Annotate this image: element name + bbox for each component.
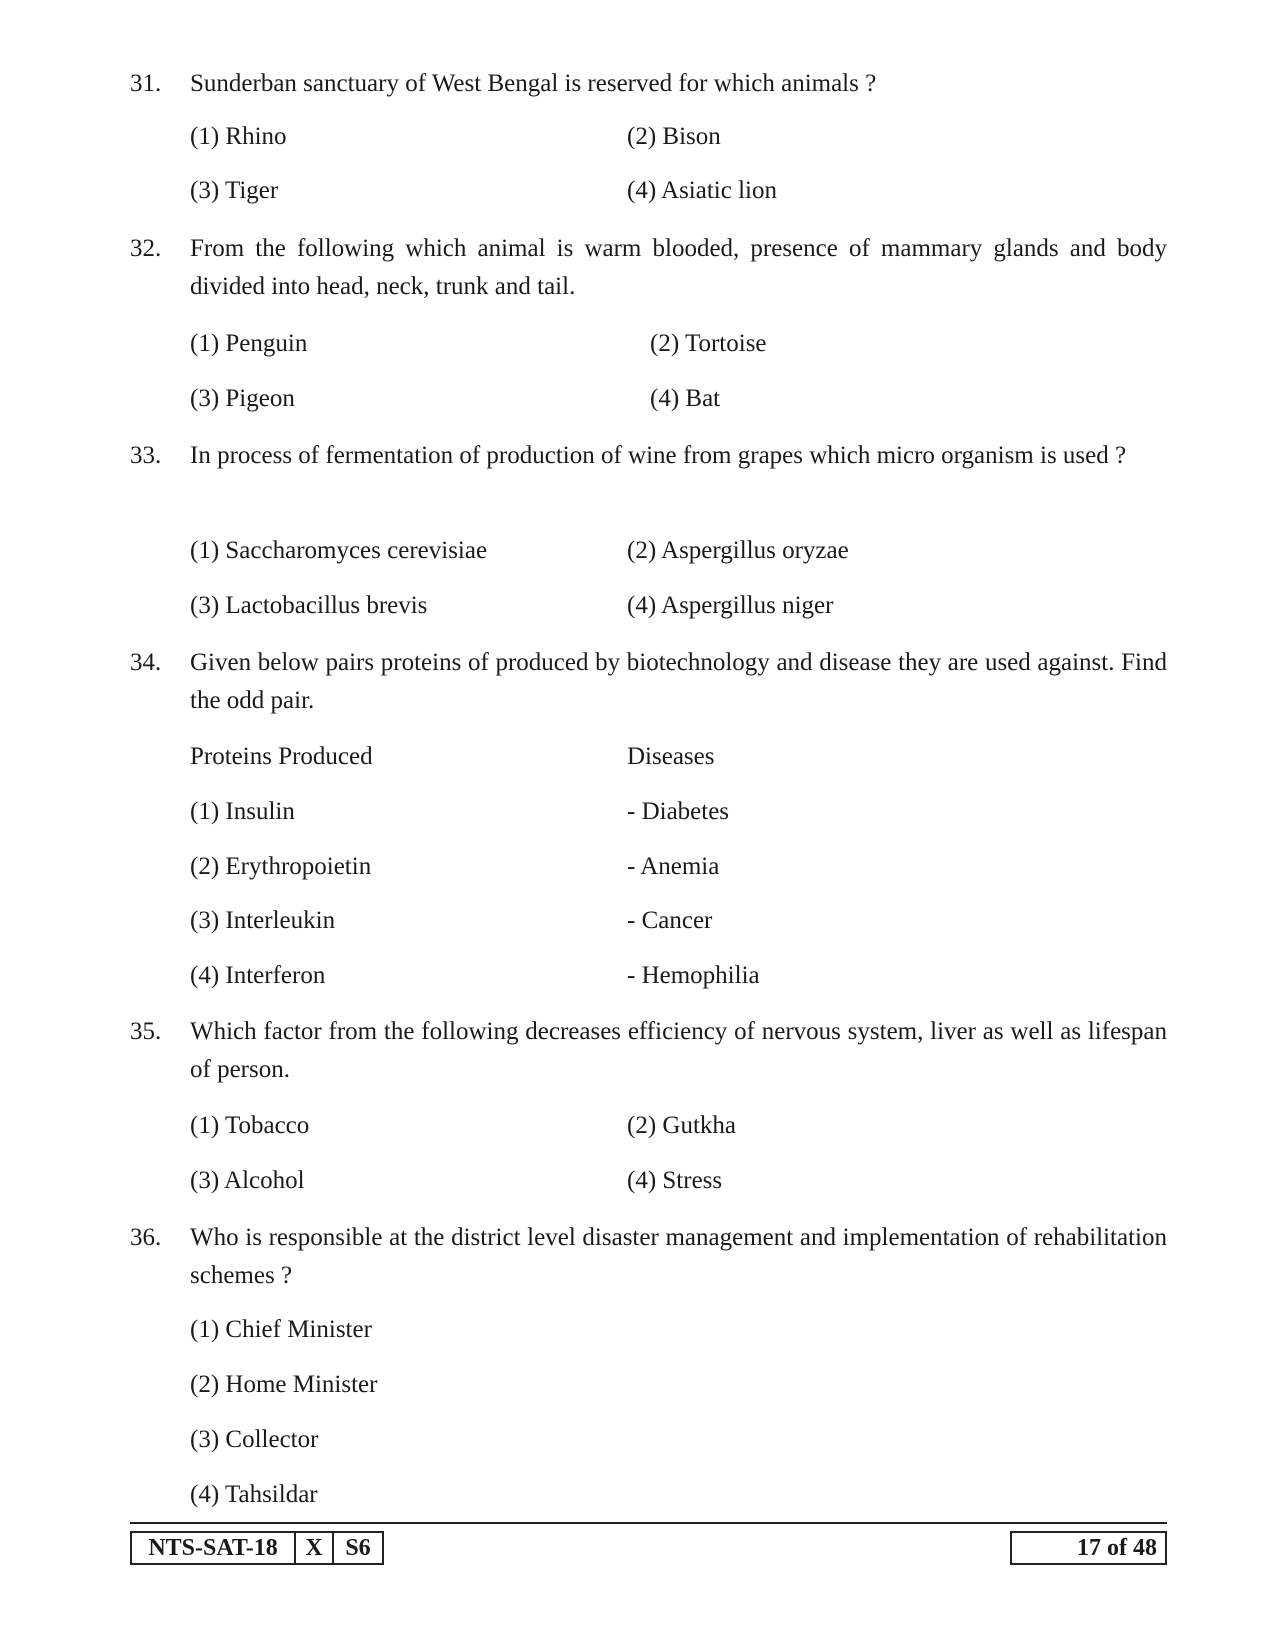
option-4[interactable]: (4) Stress bbox=[627, 1167, 723, 1194]
pair-disease: - Hemophilia bbox=[627, 962, 760, 989]
option-1[interactable]: (1) Rhino bbox=[190, 123, 287, 150]
footer-rule bbox=[130, 1522, 1167, 1524]
option-1[interactable]: (1) Penguin bbox=[190, 330, 308, 357]
option-2[interactable]: (2) Tortoise bbox=[650, 330, 767, 357]
table-header-diseases: Diseases bbox=[627, 743, 715, 770]
question-text: Given below pairs proteins of produced by biotechnology and disease they are used against. Find the odd pair. bbox=[190, 649, 1167, 714]
option-4[interactable]: (4) Asiatic lion bbox=[627, 177, 777, 204]
option-1[interactable]: (1) Tobacco bbox=[190, 1112, 310, 1139]
question-text: Which factor from the following decreases efficiency of nervous system, liver as well as lifespan of person. bbox=[190, 1018, 1167, 1083]
option-4[interactable]: (4) Aspergillus niger bbox=[627, 592, 834, 619]
option-3[interactable]: (3) Lactobacillus brevis bbox=[190, 592, 428, 619]
question-number: 35. bbox=[130, 1018, 162, 1045]
option-4[interactable]: (4) Tahsildar bbox=[190, 1481, 318, 1508]
option-2[interactable]: (2) Aspergillus oryzae bbox=[627, 537, 849, 564]
option-2[interactable]: (2) Erythropoietin bbox=[190, 853, 372, 880]
question-text: Sunderban sanctuary of West Bengal is reserved for which animals ? bbox=[190, 70, 877, 97]
series-label: S6 bbox=[345, 1535, 371, 1561]
option-3[interactable]: (3) Interleukin bbox=[190, 907, 336, 934]
option-1[interactable]: (1) Chief Minister bbox=[190, 1316, 372, 1343]
option-2[interactable]: (2) Home Minister bbox=[190, 1371, 378, 1398]
pair-disease: - Cancer bbox=[627, 907, 713, 934]
option-4[interactable]: (4) Bat bbox=[650, 385, 721, 412]
question-number: 34. bbox=[130, 649, 162, 676]
question-number: 33. bbox=[130, 442, 162, 469]
question-text: Who is responsible at the district level disaster management and implementation of rehabilitation schemes ? bbox=[190, 1224, 1167, 1289]
pair-disease: - Diabetes bbox=[627, 798, 730, 825]
question-text: In process of fermentation of production of wine from grapes which micro organism is used ? bbox=[190, 442, 1127, 469]
question-number: 31. bbox=[130, 70, 162, 97]
paper-code: NTS-SAT-18 bbox=[148, 1535, 278, 1561]
option-3[interactable]: (3) Collector bbox=[190, 1426, 319, 1453]
pair-disease: - Anemia bbox=[627, 853, 720, 880]
class-label: X bbox=[305, 1535, 323, 1561]
option-4[interactable]: (4) Interferon bbox=[190, 962, 326, 989]
option-3[interactable]: (3) Alcohol bbox=[190, 1167, 305, 1194]
footer-code-box bbox=[130, 1531, 384, 1565]
option-2[interactable]: (2) Gutkha bbox=[627, 1112, 736, 1139]
page-number-box bbox=[1010, 1531, 1167, 1565]
option-1[interactable]: (1) Insulin bbox=[190, 798, 295, 825]
question-number: 36. bbox=[130, 1224, 162, 1251]
question-number: 32. bbox=[130, 235, 162, 262]
option-3[interactable]: (3) Tiger bbox=[190, 177, 279, 204]
page-number: 17 of 48 bbox=[1077, 1535, 1157, 1561]
table-header-proteins: Proteins Produced bbox=[190, 743, 373, 770]
option-2[interactable]: (2) Bison bbox=[627, 123, 721, 150]
question-text: From the following which animal is warm blooded, presence of mammary glands and body divided into head, neck, trunk and tail. bbox=[190, 235, 1167, 300]
option-3[interactable]: (3) Pigeon bbox=[190, 385, 295, 412]
option-1[interactable]: (1) Saccharomyces cerevisiae bbox=[190, 537, 488, 564]
